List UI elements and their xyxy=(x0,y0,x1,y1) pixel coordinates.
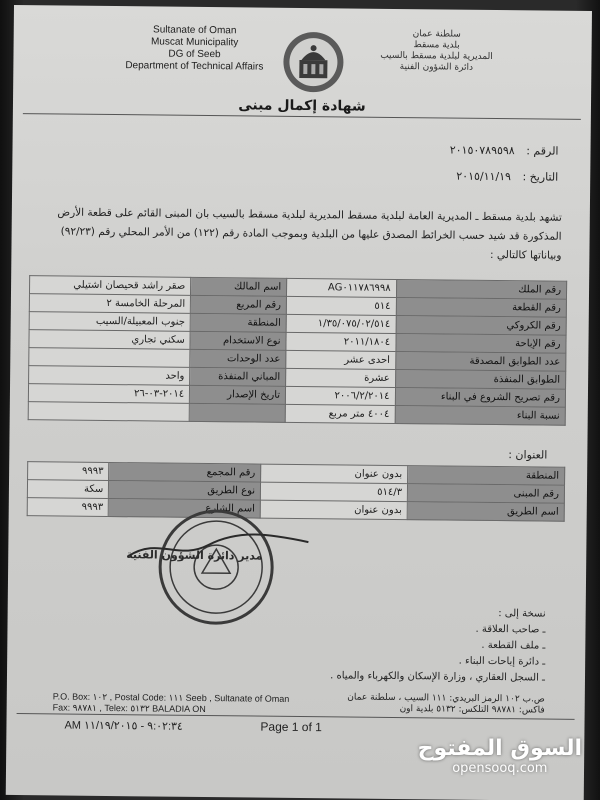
address-value: بدون عنوان xyxy=(260,500,407,520)
body-line: المذكورة قد شيد حسب الخرائط المصدق عليها من البلدية وبموجب المادة رقم (١٢٢) من الأمر المحلي رقم (٩٢/٢٣) xyxy=(60,225,562,243)
details-value: صقر راشد قحيصان اشتيلي xyxy=(29,276,190,296)
address-label: اسم الشارع xyxy=(109,498,261,518)
details-value xyxy=(28,402,189,422)
stamp-signatory-label: مدير دائرة الشؤون الفنية xyxy=(126,548,263,563)
details-label: رقم الملك xyxy=(396,279,567,299)
header-en-line: DG of Seeb xyxy=(168,48,221,61)
details-label: رقم القطعة xyxy=(396,297,567,317)
details-value: ٥١٤ xyxy=(286,296,396,315)
footer-english xyxy=(53,691,290,715)
details-table xyxy=(28,275,567,426)
copies-item: ـ السجل العقاري ، وزارة الإسكان والكهرباء والمياه . xyxy=(330,670,546,684)
opensooq-watermark xyxy=(418,736,582,776)
copies-item: ـ دائرة إباحات البناء . xyxy=(458,655,546,668)
address-label: المنطقة xyxy=(408,466,565,486)
municipality-emblem-icon xyxy=(281,30,346,95)
address-value: سكة xyxy=(27,480,109,499)
details-label xyxy=(189,403,285,422)
header-en-line: Muscat Municipality xyxy=(150,36,239,49)
details-value: سكني تجاري xyxy=(29,330,190,350)
body-line: تشهد بلدية مسقط ـ المديرية العامة لبلدية مسقط المديرية لبلدية مسقط بالسيب بان المبنى القائم على قطعة الأرض xyxy=(57,206,562,224)
address-label: رقم المجمع xyxy=(109,462,261,482)
details-label: نوع الاستخدام xyxy=(190,331,286,350)
footer-ar-line: ص.ب ١٠٢ الرمز البريدي: ١١١ السيب ، سلطنة عمان xyxy=(347,692,545,705)
details-label: رقم المربع xyxy=(191,295,287,314)
address-value: ٥١٤/٣ xyxy=(260,482,407,502)
details-value: ٢٠٠٦/٢/٢٠١٤ xyxy=(285,386,395,405)
details-value: ٢٠١٤-٠٣-٢٦ xyxy=(28,384,189,404)
details-value: ٢٠١١/١٨٠٤ xyxy=(286,332,396,351)
header-ar-line: دائرة الشؤون الفنية xyxy=(399,62,474,73)
details-label: تاريخ الإصدار xyxy=(190,385,286,404)
details-value xyxy=(29,348,190,368)
details-label: نسبة البناء xyxy=(395,405,566,425)
details-value: ٤٠٠٤ متر مربع xyxy=(285,404,395,423)
header-ar-line: بلدية مسقط xyxy=(413,40,460,51)
details-label: الطوابق المنفذة xyxy=(395,369,566,389)
details-value: واحد xyxy=(29,366,190,386)
copies-item: ـ ملف القطعة . xyxy=(481,639,546,652)
header-en-line: Department of Technical Affairs xyxy=(125,60,264,73)
issue-date-label: التاريخ : xyxy=(522,170,559,184)
details-value: جنوب المعبيلة/السيب xyxy=(29,312,190,332)
print-timestamp: AM ٩:٠٢:٣٤ - ١١/١٩/٢٠١٥ xyxy=(64,719,183,733)
details-value: عشرة xyxy=(286,368,396,387)
footer-ar-line: فاكس: ٩٨٧٨١ التلكس: ٥١٣٢ بلدية اون xyxy=(399,704,545,716)
certificate-title: شهادة إكمال مبنى xyxy=(238,97,366,115)
copies-to-list xyxy=(330,604,546,686)
address-label: اسم الطريق xyxy=(407,502,564,522)
address-label: نوع الطريق xyxy=(109,480,261,500)
address-table xyxy=(27,461,566,522)
details-label: المباني المنفذة xyxy=(190,367,286,386)
reference-number xyxy=(450,144,559,158)
header-ar-line: المديرية لبلدية مسقط بالسيب xyxy=(380,50,493,62)
footer-en-line: Fax: ٩٨٧٨١ , Telex: ٥١٣٢ BALADIA ON xyxy=(52,702,206,715)
watermark-arabic: السوق المفتوح xyxy=(417,736,582,761)
details-label: عدد الطوابق المصدقة xyxy=(395,351,566,371)
reference-number-value: ٢٠١٥٠٧٨٩٥٩٨ xyxy=(449,143,515,158)
watermark-english: opensooq.com xyxy=(452,761,548,776)
header-en-line: Sultanate of Oman xyxy=(153,24,237,37)
address-value: ٩٩٩٣ xyxy=(27,498,109,517)
header-english xyxy=(99,24,289,74)
address-value: بدون عنوان xyxy=(261,464,408,484)
header-ar-line: سلطنة عمان xyxy=(412,29,461,40)
details-label: اسم المالك xyxy=(191,277,287,296)
details-label: المنطقة xyxy=(190,313,286,332)
address-title: العنوان : xyxy=(508,448,548,462)
issue-date-value: ٢٠١٥/١١/١٩ xyxy=(456,169,512,184)
footer-arabic xyxy=(347,693,545,717)
details-label: رقم الكروكي xyxy=(396,315,567,335)
page-number: Page 1 of 1 xyxy=(260,719,322,735)
details-label: رقم تصريح الشروع في البناء xyxy=(395,387,566,407)
copies-heading: نسخة إلى : xyxy=(498,608,546,620)
address-label: رقم المبنى xyxy=(407,484,564,504)
address-value: ٩٩٩٣ xyxy=(28,462,110,481)
details-label: رقم الإباحة xyxy=(396,333,567,353)
details-value: AG٠١١٧٨٦٩٩٨ xyxy=(287,278,397,297)
certificate-paper xyxy=(6,5,592,800)
details-value: المرحلة الخامسة ٢ xyxy=(29,294,190,314)
issue-date xyxy=(456,170,558,184)
details-value: ١/٣٥/٠٧٥/٠٢/٥١٤ xyxy=(286,314,396,333)
details-label: عدد الوحدات xyxy=(190,349,286,368)
details-value: احدى عشر xyxy=(286,350,396,369)
header-arabic xyxy=(361,29,511,75)
footer-en-line: P.O. Box: ١٠٢ , Postal Code: ١١١ Seeb , Sultanate of Oman xyxy=(52,691,290,704)
copies-item: ـ صاحب العلاقة . xyxy=(475,623,546,636)
reference-number-label: الرقم : xyxy=(526,144,559,158)
body-line: وبياناتها كالتالي : xyxy=(489,248,562,262)
certificate-body xyxy=(29,203,562,266)
